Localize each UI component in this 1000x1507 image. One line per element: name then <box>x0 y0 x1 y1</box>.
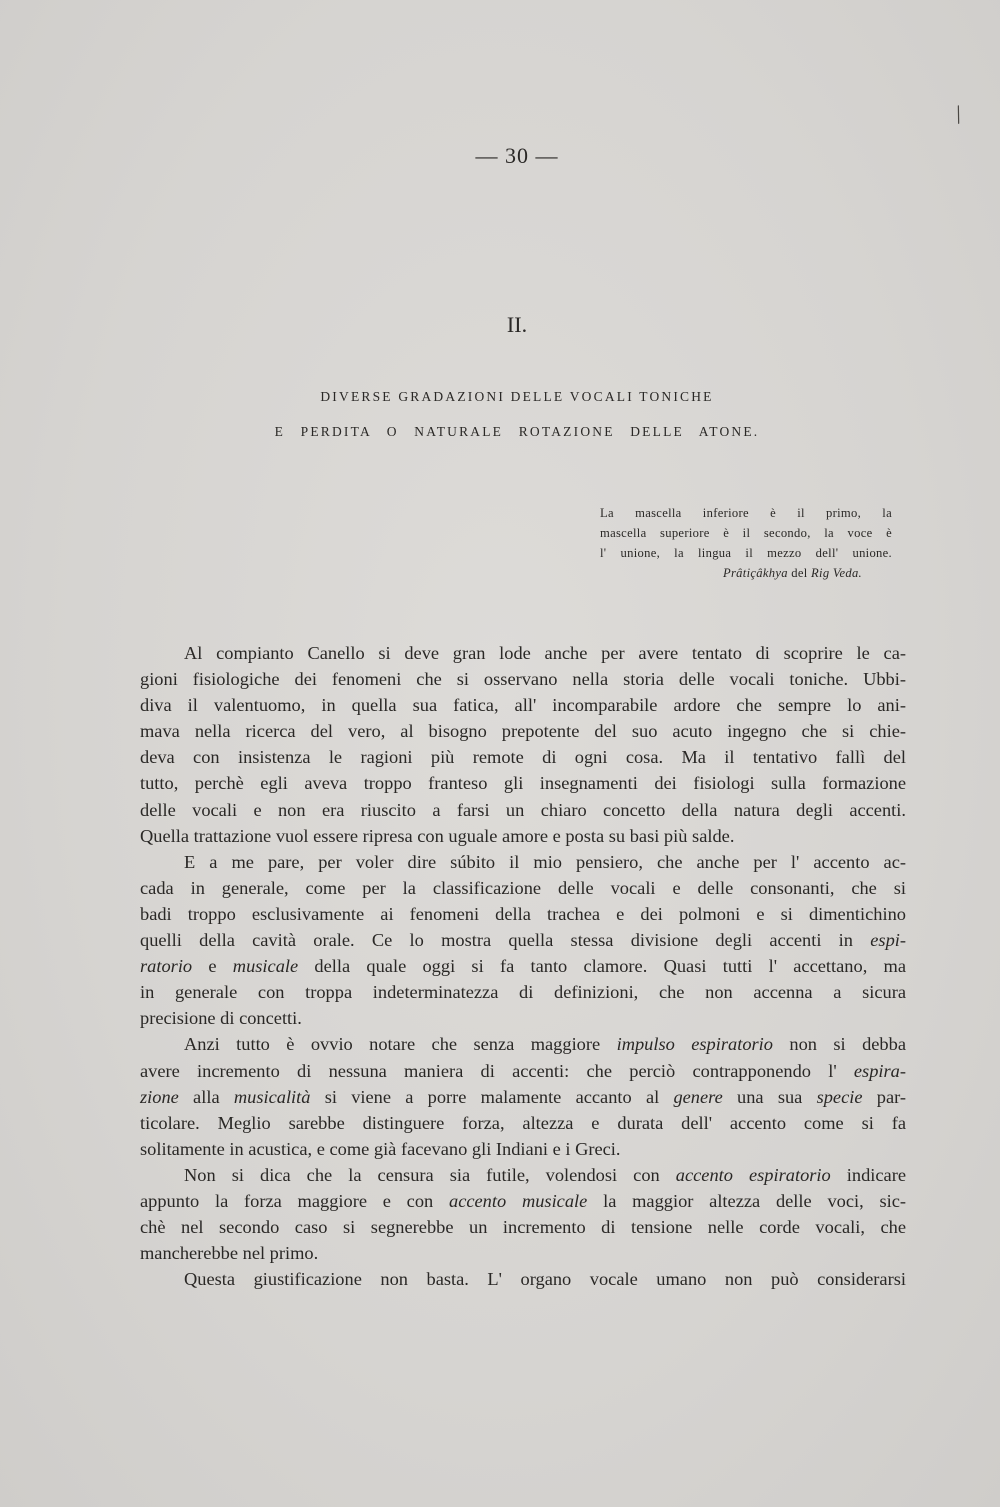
text-line: ticolare. Meglio sarebbe distinguere forza, altezza e durata dell' accento come si fa <box>140 1112 906 1133</box>
text-line: deva con insistenza le ragioni più remote di ogni cosa. Ma il tentativo fallì del <box>140 747 906 768</box>
italic-term: accento espiratorio <box>675 1164 831 1185</box>
text-run: Anzi tutto è ovvio notare che senza maggiore <box>184 1034 617 1055</box>
italic-term: impulso espiratorio <box>616 1034 773 1055</box>
italic-term: musicalità <box>233 1086 311 1107</box>
text-line: mancherebbe nel primo. <box>140 1243 319 1264</box>
text-line: mava nella ricerca del vero, al bisogno prepotente del suo acuto ingegno che si chie- <box>140 721 906 742</box>
italic-term: genere <box>673 1086 723 1107</box>
text-run: avere incremento di nessuna maniera di accenti: che perciò contrapponendo l' <box>140 1060 854 1081</box>
chapter-number: II. <box>506 312 528 337</box>
text-run: quelli della cavità orale. Ce lo mostra quella stessa divisione degli accenti in <box>140 930 871 951</box>
text-line <box>140 1188 906 1214</box>
margin-pencil-mark: / <box>950 99 967 130</box>
page-number: — 30 — <box>475 143 559 168</box>
text-line <box>140 1084 906 1110</box>
text-run: appunto la forza maggiore e con <box>140 1190 449 1211</box>
chapter-title-line-2: E PERDITA O NATURALE ROTAZIONE DELLE ATONE. <box>274 424 760 439</box>
text-run: e <box>192 956 233 977</box>
text-line: chè nel secondo caso si segnerebbe un incremento di tensione nelle corde vocali, che <box>140 1217 906 1238</box>
text-line: gioni fisiologiche dei fenomeni che si osservano nella storia delle vocali toniche. Ubbi- <box>140 669 906 690</box>
text-line <box>140 1031 906 1057</box>
epigraph-line: mascella superiore è il secondo, la voce è <box>600 526 892 540</box>
italic-term: espi- <box>870 930 906 951</box>
body-text <box>140 640 906 1292</box>
epigraph-source <box>600 563 892 583</box>
text-line: diva il valentuomo, in quella sua fatica, all' incomparabile ardore che sempre lo ani- <box>140 695 906 716</box>
text-run: alla <box>178 1086 234 1107</box>
text-line: precisione di concetti. <box>140 1008 302 1029</box>
text-run: indicare <box>830 1164 906 1185</box>
text-run: par- <box>862 1086 906 1107</box>
text-line: E a me pare, per voler dire súbito il mio pensiero, che anche per l' accento ac- <box>184 851 906 872</box>
text-line: cada in generale, come per la classificazione delle vocali e delle consonanti, che si <box>140 877 906 898</box>
epigraph-source-connector: del <box>787 566 812 580</box>
epigraph-line: La mascella inferiore è il primo, la <box>600 506 892 520</box>
text-run: Non si dica che la censura sia futile, volendosi con <box>184 1164 676 1185</box>
text-line: Quella trattazione vuol essere ripresa con uguale amore e posta su basi più salde. <box>140 825 735 846</box>
text-line <box>140 927 906 953</box>
chapter-title-line-1: DIVERSE GRADAZIONI DELLE VOCALI TONICHE <box>320 389 714 404</box>
text-line: Al compianto Canello si deve gran lode anche per avere tentato di scoprire le ca- <box>184 643 906 663</box>
text-run: la maggior altezza delle voci, sic- <box>587 1190 907 1211</box>
epigraph-line: l' unione, la lingua il mezzo dell' unione. <box>600 546 892 560</box>
text-run: una sua <box>722 1086 817 1107</box>
text-line: solitamente in acustica, e come già facevano gli Indiani e i Greci. <box>140 1138 621 1159</box>
text-line <box>140 1058 906 1084</box>
text-line: tutto, perchè egli aveva troppo franteso gli insegnamenti dei fisiologi sulla formazione <box>140 773 906 794</box>
italic-term: specie <box>816 1086 863 1107</box>
text-line <box>140 1162 906 1188</box>
italic-term: musicale <box>232 956 299 977</box>
italic-term: ratorio <box>140 956 193 977</box>
text-line <box>140 953 906 979</box>
italic-term: zione <box>140 1086 179 1107</box>
text-run: si viene a porre malamente accanto al <box>310 1086 674 1107</box>
italic-term: espira- <box>853 1060 906 1081</box>
text-line: in generale con troppa indeterminatezza di definizioni, che non accenna a sicura <box>140 982 906 1003</box>
text-run: della quale oggi si fa tanto clamore. Quasi tutti l' accettano, ma <box>298 956 907 977</box>
text-line: Questa giustificazione non basta. L' organo vocale umano non può considerarsi <box>184 1269 906 1290</box>
italic-term: accento musicale <box>449 1190 588 1211</box>
text-line: badi troppo esclusivamente ai fenomeni della trachea e dei polmoni e si dimentichino <box>140 903 906 924</box>
text-line: delle vocali e non era riuscito a farsi un chiaro concetto della natura degli accenti. <box>140 799 906 820</box>
epigraph <box>600 503 892 583</box>
epigraph-source-title: Prâtiçâkhya <box>722 566 788 580</box>
text-run: non si debba <box>772 1034 906 1055</box>
epigraph-source-work: Rig Veda. <box>811 566 862 580</box>
